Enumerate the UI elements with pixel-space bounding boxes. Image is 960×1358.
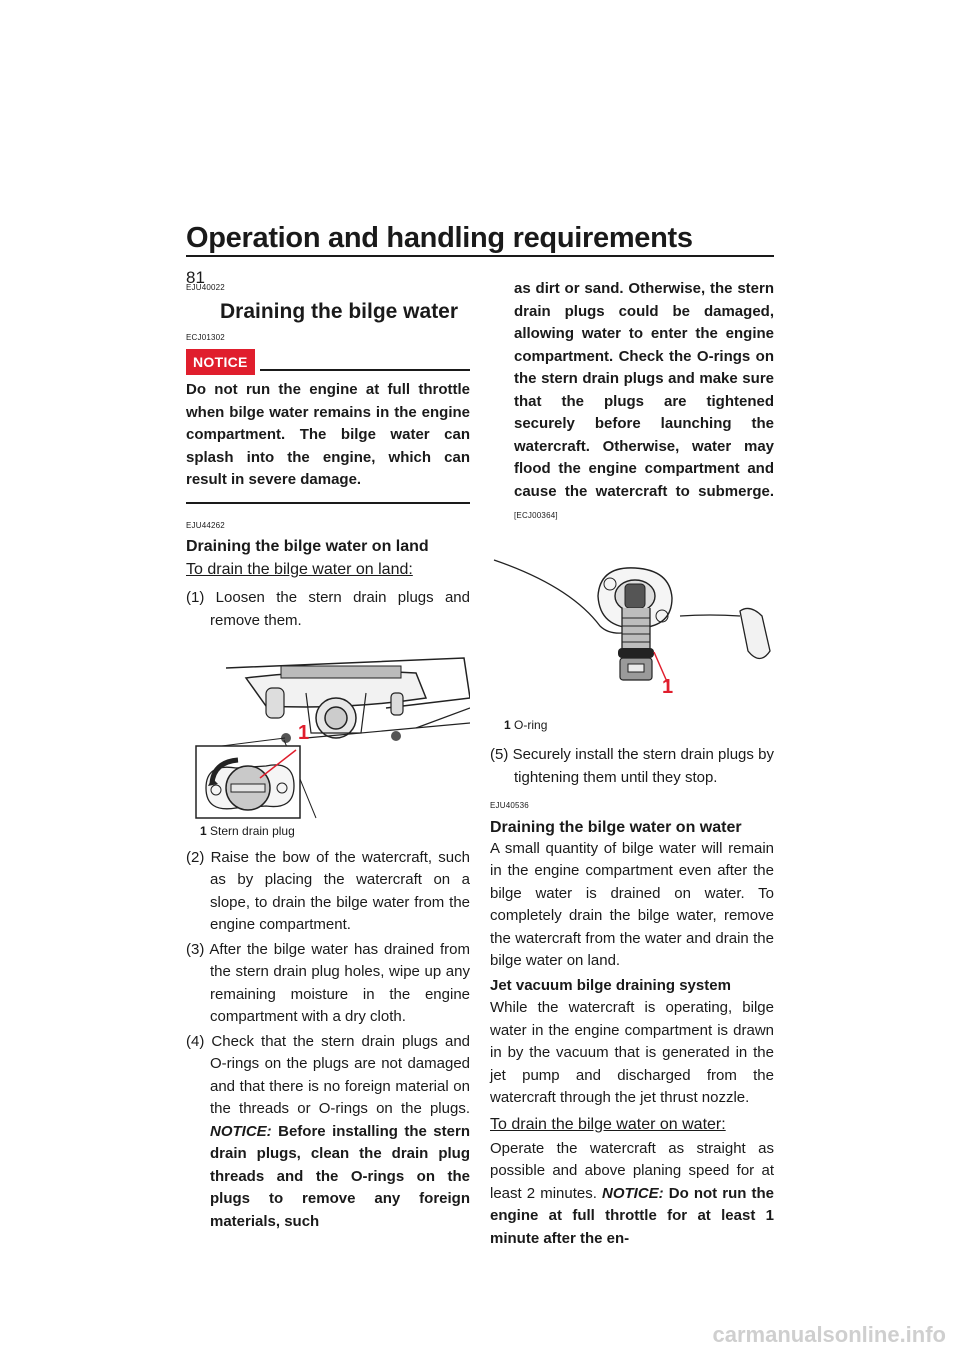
notice-code: ECJ01302 [186, 332, 225, 342]
procedure-heading-land: To drain the bilge water on land: [186, 561, 413, 578]
notice-text: Do not run the engine at full throttle when bilge water remains in the engine compartment. The bilge water can splash into the engine, which can result in severe damage. [186, 381, 470, 488]
left-column [186, 277, 470, 1233]
caption-text-o-ring: O-ring [514, 717, 548, 732]
paragraph-water-3-notice-label: NOTICE: [601, 1184, 664, 1202]
step-3: (3) After the bilge water has drained from the stern drain plug holes, wipe up any remaining moisture in the engine compartment with a dry cloth. [186, 940, 470, 1025]
notice-continuation-code: [ECJ00364] [514, 511, 558, 520]
paragraph-water-2: While the watercraft is operating, bilge water in the engine compartment is drawn in by the vacuum that is generated in the jet pump and discharged from the watercraft through the jet thrust nozzle. [490, 999, 774, 1106]
figure-callout-1: 1 [298, 722, 310, 744]
figure-stern-drain-plug [186, 638, 470, 820]
notice-continuation-text: as dirt or sand. Otherwise, the stern drain plugs could be damaged, allowing water to enter the engine compartment. Check the O-rings on the stern drain plugs and make sure that the plugs are tightened securely before launching the watercraft. Otherwise, water may flood the engine compartment and cause the watercraft to submerge. [514, 280, 774, 500]
figure-illustration-o-ring [490, 556, 774, 706]
paragraph-water-3 [490, 1138, 774, 1251]
notice-continuation [490, 278, 774, 528]
subsection-title-water: Draining the bilge water on water [490, 818, 742, 836]
watermark: carmanualsonline.info [712, 1322, 946, 1347]
caption-text: Stern drain plug [210, 824, 295, 838]
step-4-text: (4) Check that the stern drain plugs and O-rings on the plugs are not damaged and that there is no foreign material on the threads or O-rings on the plugs. [186, 1032, 470, 1117]
step-2: (2) Raise the bow of the watercraft, such as by placing the watercraft on a slope, to drain the bilge water from the engine compartment. [186, 848, 470, 933]
right-column [490, 278, 774, 1250]
section-title: Draining the bilge water [220, 299, 459, 323]
page-header-title: Operation and handling requirements [186, 222, 693, 254]
notice-badge: NOTICE [186, 349, 255, 375]
page-number: 81 [186, 268, 205, 287]
step-5: (5) Securely install the stern drain plugs by tightening them until they stop. [490, 746, 774, 786]
header-rule [186, 255, 774, 257]
figure-callout-1-o-ring: 1 [662, 675, 674, 698]
step-1: (1) Loosen the stern drain plugs and remove them. [186, 589, 470, 629]
step-4-notice-text: Before installing the stern drain plugs, clean the drain plug threads and the O-rings on the plugs to remove any foreign materials, such [210, 1122, 470, 1230]
figure-caption-o-ring [504, 714, 774, 737]
paragraph-water-3-notice-text: Do not run the engine at full throttle for at least 1 minute after the en- [490, 1184, 774, 1247]
procedure-heading-water: To drain the bilge water on water: [490, 1115, 726, 1133]
step-4-notice-label: NOTICE: [210, 1122, 272, 1140]
step-4 [186, 1031, 470, 1234]
paragraph-water-3-text: Operate the watercraft as straight as possible and above planing speed for at least 2 minutes. [490, 1139, 774, 1202]
jet-vacuum-heading: Jet vacuum bilge draining system [490, 976, 731, 994]
subsection-title-land: Draining the bilge water on land [186, 538, 429, 555]
figure-caption-stern [200, 820, 470, 843]
subsection-code: EJU44262 [186, 520, 225, 530]
subsection-code-water: EJU40536 [490, 801, 529, 810]
caption-number-o-ring: 1 [504, 717, 511, 732]
paragraph-water-1: A small quantity of bilge water will remain in the engine compartment even after the bilge water is drained on water. To completely drain the bilge water, remove the watercraft from the water and drain the bilge water on land. [490, 839, 774, 969]
section-code: EJU40022 [186, 283, 225, 292]
notice-header [186, 349, 470, 373]
caption-number: 1 [200, 824, 207, 838]
figure-o-ring [490, 556, 774, 706]
notice-line [260, 369, 470, 371]
notice-bottom-rule [186, 502, 470, 504]
figure-illustration-stern [186, 638, 470, 820]
